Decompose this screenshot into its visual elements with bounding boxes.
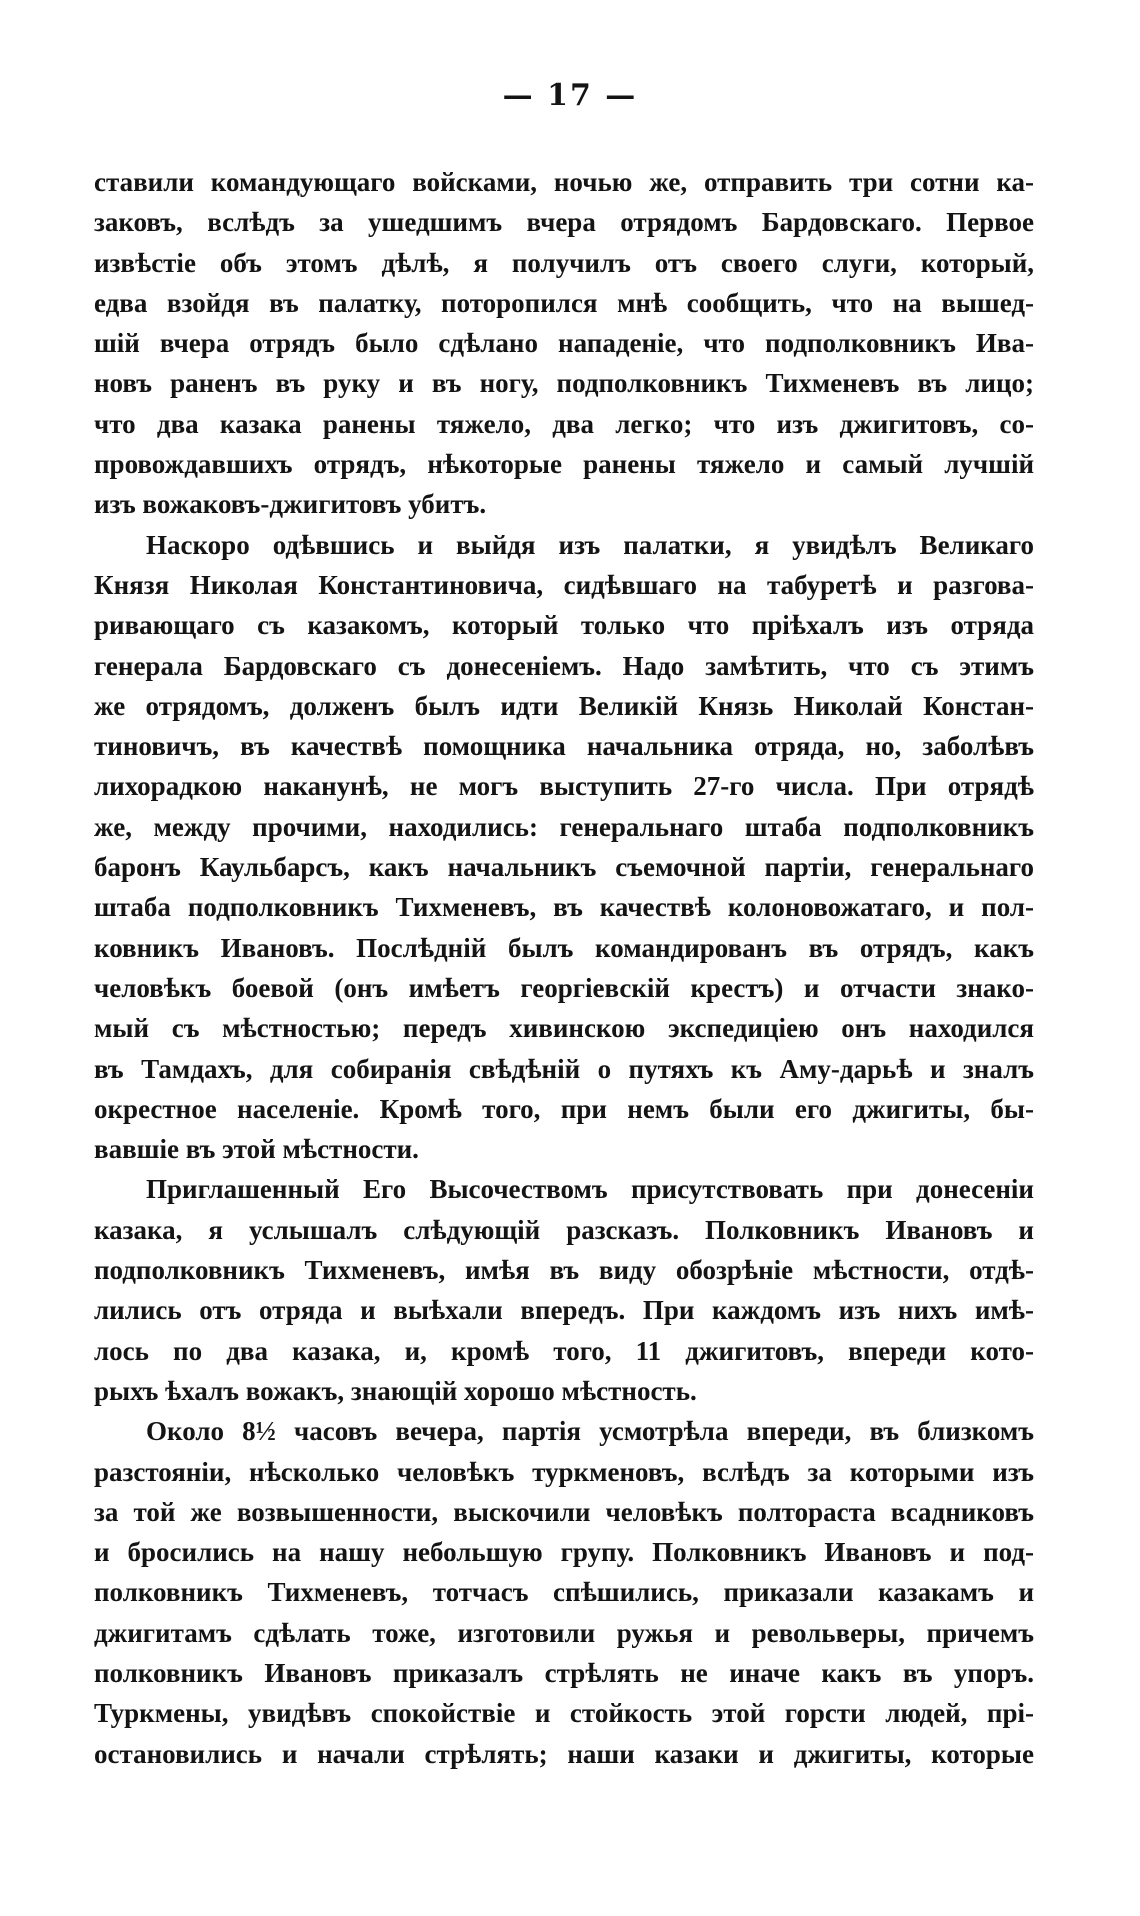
paragraph-2 [94, 525, 1034, 1170]
text-line: же, между прочими, находились: генеральнаго штаба подполковникъ [94, 811, 1034, 842]
text-line: извѣстіе объ этомъ дѣлѣ, я получилъ отъ своего слуги, который, [94, 247, 1034, 278]
text-line: Наскоро одѣвшись и выйдя изъ палатки, я увидѣлъ Великаго [146, 529, 1034, 560]
text-line: и бросились на нашу небольшую групу. Полковникъ Ивановъ и под- [94, 1537, 1034, 1568]
text-line: заковъ, вслѣдъ за ушедшимъ вчера отрядомъ Бардовскаго. Первое [94, 207, 1034, 238]
text-line: разстояніи, нѣсколько человѣкъ туркменовъ, вслѣдъ за которыми изъ [94, 1456, 1034, 1487]
text-line: мый съ мѣстностью; передъ хивинскою экспедиціею онъ находился [94, 1013, 1034, 1044]
text-line: полковникъ Ивановъ приказалъ стрѣлять не иначе какъ въ упоръ. [94, 1657, 1034, 1688]
text-line: вавшіе въ этой мѣстности. [94, 1134, 419, 1165]
text-line: рыхъ ѣхалъ вожакъ, знающій хорошо мѣстность. [94, 1375, 697, 1406]
text-line: джигитамъ сдѣлать тоже, изготовили ружья и револьверы, причемъ [94, 1617, 1034, 1648]
paragraph-3 [94, 1169, 1034, 1411]
text-line: ставили командующаго войсками, ночью же, отправить три сотни ка- [94, 167, 1034, 197]
text-line: ривающаго съ казакомъ, который только что пріѣхалъ изъ отряда [94, 610, 1034, 641]
page-text [94, 162, 1034, 1774]
text-line: Туркмены, увидѣвъ спокойствіе и стойкость этой горсти людей, прі- [94, 1698, 1034, 1729]
page-number: — 17 — [502, 78, 638, 113]
text-line: провождавшихъ отрядъ, нѣкоторые ранены тяжело и самый лучшій [94, 449, 1034, 480]
text-line: Князя Николая Константиновича, сидѣвшаго на табуретѣ и разгова- [94, 569, 1034, 600]
text-line: едва взойдя въ палатку, поторопился мнѣ сообщить, что на вышед- [94, 287, 1034, 318]
text-line: Приглашенный Его Высочествомъ присутствовать при донесеніи [146, 1174, 1034, 1205]
text-line: казака, я услышалъ слѣдующій разсказъ. Полковникъ Ивановъ и [94, 1214, 1034, 1245]
text-line: окрестное населеніе. Кромѣ того, при немъ были его джигиты, бы- [94, 1093, 1034, 1124]
text-line: лихорадкою наканунѣ, не могъ выступить 27-го числа. При отрядѣ [94, 771, 1034, 802]
text-line: за той же возвышенности, выскочили человѣкъ полтораста всадниковъ [94, 1496, 1034, 1527]
text-line: же отрядомъ, долженъ былъ идти Великій Князь Николай Констан- [94, 690, 1034, 721]
text-line: лось по два казака, и, кромѣ того, 11 джигитовъ, впереди кото- [94, 1335, 1034, 1366]
paragraph-1 [94, 162, 1034, 525]
text-line: генерала Бардовскаго съ донесеніемъ. Надо замѣтить, что съ этимъ [94, 650, 1034, 681]
text-line: что два казака ранены тяжело, два легко; что изъ джигитовъ, со- [94, 408, 1034, 439]
text-line: человѣкъ боевой (онъ имѣетъ георгіевскій крестъ) и отчасти знако- [94, 972, 1034, 1003]
text-line: подполковникъ Тихменевъ, имѣя въ виду обозрѣніе мѣстности, отдѣ- [94, 1255, 1034, 1286]
text-line: въ Тамдахъ, для собиранія свѣдѣній о путяхъ къ Аму-дарьѣ и зналъ [94, 1053, 1034, 1084]
text-line: лились отъ отряда и выѣхали впередъ. При каждомъ изъ нихъ имѣ- [94, 1295, 1034, 1326]
text-line: Около 8½ часовъ вечера, партія усмотрѣла впереди, въ близкомъ [146, 1416, 1034, 1447]
text-line: полковникъ Тихменевъ, тотчасъ спѣшились, приказали казакамъ и [94, 1577, 1034, 1608]
text-line: штаба подполковникъ Тихменевъ, въ качествѣ колоновожатаго, и пол- [94, 892, 1034, 923]
text-line: изъ вожаковъ-джигитовъ убитъ. [94, 489, 487, 520]
text-line: ковникъ Ивановъ. Послѣдній былъ командированъ въ отрядъ, какъ [94, 932, 1034, 963]
paragraph-4 [94, 1411, 1034, 1774]
text-line: тиновичъ, въ качествѣ помощника начальника отряда, но, заболѣвъ [94, 731, 1034, 762]
text-line: остановились и начали стрѣлять; наши казаки и джигиты, которые [94, 1738, 1034, 1769]
text-line: шій вчера отрядъ было сдѣлано нападеніе, что подполковникъ Ива- [94, 328, 1034, 359]
text-line: баронъ Каульбарсъ, какъ начальникъ съемочной партіи, генеральнаго [94, 852, 1034, 883]
text-line: новъ раненъ въ руку и въ ногу, подполковникъ Тихменевъ въ лицо; [94, 368, 1034, 399]
